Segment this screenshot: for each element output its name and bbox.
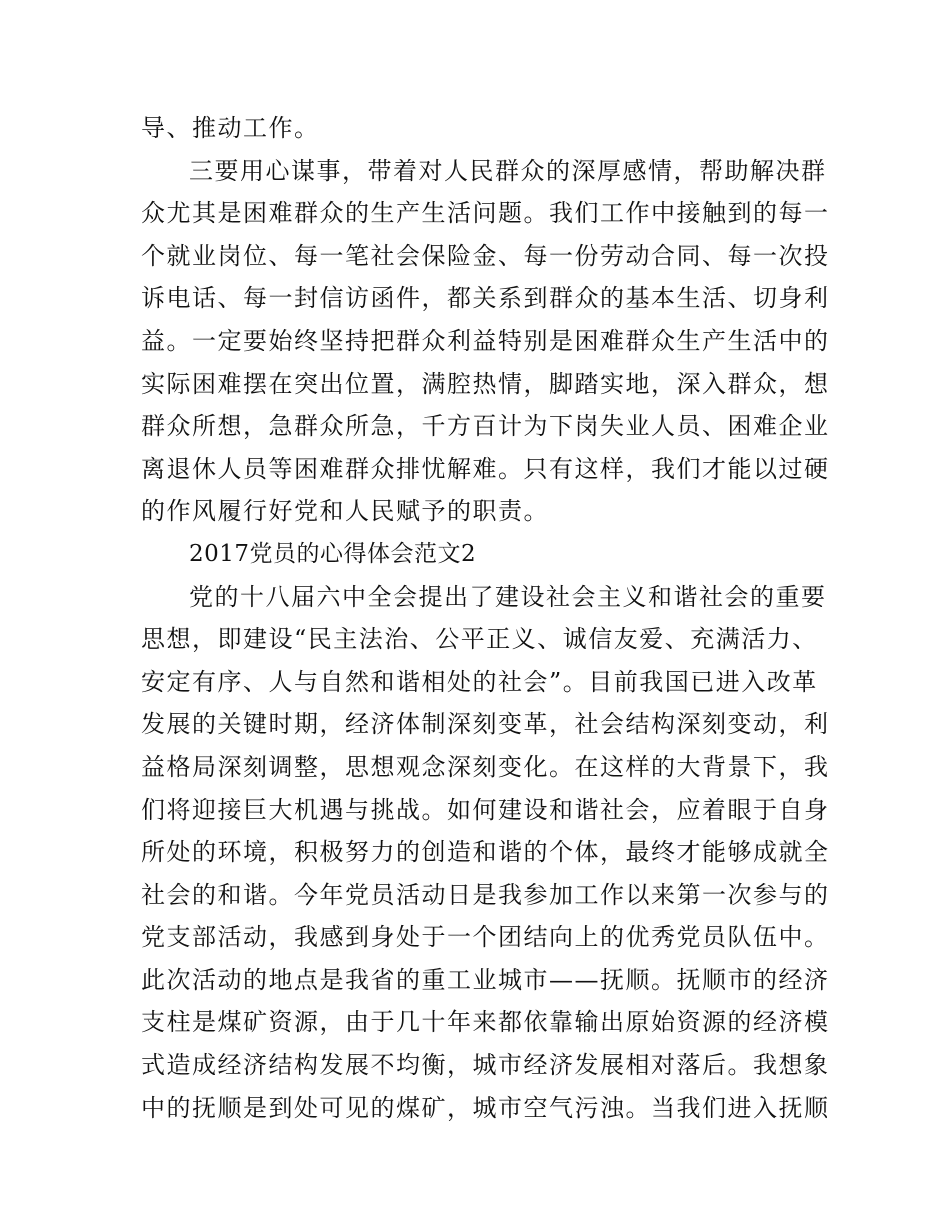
text-line: 益格局深刻调整，思想观念深刻变化。在这样的大背景下，我	[141, 752, 830, 781]
document-body	[141, 107, 830, 1129]
text-line: 支柱是煤矿资源，由于几十年来都依靠输出原始资源的经济模	[141, 1008, 830, 1037]
text-line: 的作风履行好党和人民赋予的职责。	[141, 497, 549, 526]
text-line: 中的抚顺是到处可见的煤矿，城市空气污浊。当我们进入抚顺	[141, 1093, 830, 1122]
section-heading: 2017党员的心得体会范文2	[189, 540, 477, 567]
text-line: 诉电话、每一封信访函件，都关系到群众的基本生活、切身利	[141, 284, 830, 313]
text-line: 此次活动的地点是我省的重工业城市——抚顺。抚顺市的经济	[141, 965, 830, 994]
text-line: 安定有序、人与自然和谐相处的社会”。目前我国已进入改革	[141, 667, 818, 696]
text-line: 们将迎接巨大机遇与挑战。如何建设和谐社会，应着眼于自身	[141, 795, 830, 824]
text-line: 党支部活动，我感到身处于一个团结向上的优秀党员队伍中。	[141, 923, 830, 952]
text-line: 离退休人员等困难群众排忧解难。只有这样，我们才能以过硬	[141, 454, 830, 483]
text-line: 社会的和谐。今年党员活动日是我参加工作以来第一次参与的	[141, 880, 830, 909]
text-line: 思想，即建设“民主法治、公平正义、诚信友爱、充满活力、	[141, 625, 818, 654]
text-line: 所处的环境，积极努力的创造和谐的个体，最终才能够成就全	[141, 838, 830, 867]
text-line: 发展的关键时期，经济体制深刻变革，社会结构深刻变动，利	[141, 710, 830, 739]
paragraph-start-line: 党的十八届六中全会提出了建设社会主义和谐社会的重要	[189, 582, 827, 611]
text-line: 群众所想，急群众所急，千方百计为下岗失业人员、困难企业	[141, 412, 830, 441]
text-line: 导、推动工作。	[141, 114, 320, 142]
text-line: 个就业岗位、每一笔社会保险金、每一份劳动合同、每一次投	[141, 241, 830, 270]
text-line: 益。一定要始终坚持把群众利益特别是困难群众生产生活中的	[141, 326, 830, 355]
text-line: 众尤其是困难群众的生产生活问题。我们工作中接触到的每一	[141, 199, 830, 228]
text-line: 式造成经济结构发展不均衡，城市经济发展相对落后。我想象	[141, 1051, 830, 1080]
text-line: 实际困难摆在突出位置，满腔热情，脚踏实地，深入群众，想	[141, 369, 830, 398]
paragraph-start-line: 三要用心谋事，带着对人民群众的深厚感情，帮助解决群	[189, 156, 827, 185]
